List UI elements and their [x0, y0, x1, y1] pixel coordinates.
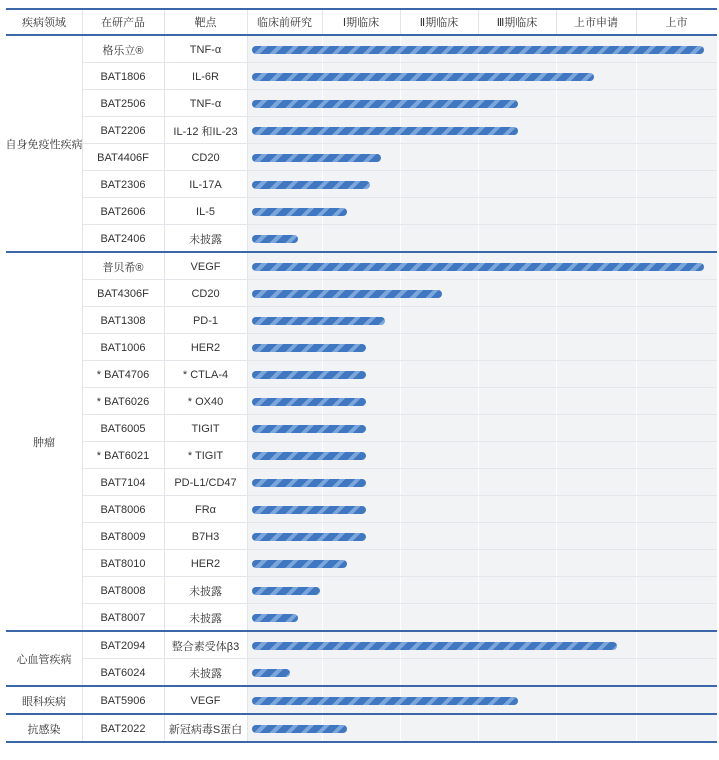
target-name: IL-12 和IL-23	[173, 125, 238, 138]
progress-bar	[252, 127, 518, 135]
table-row	[6, 225, 717, 252]
progress-bar	[252, 425, 366, 433]
product-name: BAT2206	[100, 124, 146, 137]
group-3	[6, 687, 717, 714]
header-phase1: Ⅰ期临床	[342, 17, 380, 29]
header-preclinical: 临床前研究	[257, 17, 312, 29]
table-row	[6, 687, 717, 714]
product-name: 普贝希®	[102, 261, 144, 274]
group-1	[6, 253, 717, 631]
header-disease-area: 疾病领域	[22, 17, 66, 29]
table-row	[6, 523, 717, 550]
product-name: * BAT6026	[96, 395, 150, 408]
progress-bar	[252, 614, 298, 622]
product-name: BAT5906	[100, 694, 146, 707]
table-row	[6, 632, 717, 659]
progress-bar	[252, 398, 366, 406]
progress-bar	[252, 642, 617, 650]
column-divider	[478, 10, 479, 34]
product-name: 格乐立®	[102, 44, 144, 57]
target-name: VEGF	[190, 260, 221, 273]
header-filing: 上市申请	[574, 17, 618, 29]
column-divider	[322, 10, 323, 34]
target-name: IL-6R	[192, 70, 219, 83]
disease-area-label: 眼科疾病	[22, 695, 66, 708]
product-name: BAT8006	[100, 503, 146, 516]
table-row	[6, 90, 717, 117]
table-row	[6, 715, 717, 742]
progress-bar	[252, 560, 347, 568]
target-name: B7H3	[191, 530, 220, 543]
progress-bar	[252, 100, 518, 108]
target-name: 未披露	[189, 585, 222, 598]
disease-area-label: 心血管疾病	[16, 654, 72, 666]
header-launched: 上市	[665, 17, 688, 29]
progress-bar	[252, 290, 442, 298]
table-row	[6, 280, 717, 307]
target-name: 整合素受体β3	[171, 640, 240, 653]
progress-bar	[252, 533, 366, 541]
table-row	[6, 659, 717, 686]
group-divider	[6, 741, 717, 743]
progress-bar	[252, 208, 347, 216]
table-header	[6, 8, 717, 36]
table-row	[6, 361, 717, 388]
target-name: * TIGIT	[187, 449, 224, 462]
target-name: CD20	[191, 151, 220, 164]
product-name: BAT6005	[100, 422, 146, 435]
product-name: BAT1806	[100, 70, 146, 83]
progress-bar	[252, 154, 381, 162]
disease-area-label: 抗感染	[27, 723, 61, 736]
product-name: BAT8009	[100, 530, 146, 543]
progress-bar	[252, 344, 366, 352]
target-name: * OX40	[187, 395, 224, 408]
target-name: IL-17A	[189, 178, 222, 191]
group-2	[6, 632, 717, 686]
product-name: BAT6024	[100, 666, 146, 679]
table-row	[6, 415, 717, 442]
product-name: BAT7104	[100, 476, 146, 489]
target-name: HER2	[190, 557, 221, 570]
target-name: CD20	[191, 287, 220, 300]
target-name: 未披露	[189, 612, 222, 625]
progress-bar	[252, 46, 704, 54]
product-name: BAT2506	[100, 97, 146, 110]
target-name: 新冠病毒S蛋白	[168, 723, 243, 736]
product-name: BAT2606	[100, 205, 146, 218]
target-name: TNF-α	[189, 43, 222, 56]
product-name: BAT4406F	[97, 151, 149, 164]
table-row	[6, 253, 717, 280]
table-row	[6, 36, 717, 63]
progress-bar	[252, 317, 385, 325]
table-row	[6, 334, 717, 361]
table-row	[6, 469, 717, 496]
product-name: BAT4306F	[97, 287, 149, 300]
table-row	[6, 388, 717, 415]
header-target: 靶点	[194, 17, 217, 29]
table-row	[6, 604, 717, 631]
column-divider	[636, 10, 637, 34]
table-row	[6, 442, 717, 469]
product-name: BAT2022	[100, 722, 146, 735]
disease-area-label: 自身免疫性疾病	[5, 139, 83, 151]
table-row	[6, 307, 717, 334]
table-row	[6, 63, 717, 90]
progress-bar	[252, 371, 366, 379]
progress-bar	[252, 452, 366, 460]
table-row	[6, 496, 717, 523]
target-name: TIGIT	[191, 422, 220, 435]
progress-bar	[252, 181, 370, 189]
progress-bar	[252, 669, 290, 677]
product-name: BAT8010	[100, 557, 146, 570]
table-row	[6, 144, 717, 171]
table-row	[6, 198, 717, 225]
column-divider	[164, 10, 165, 34]
target-name: PD-L1/CD47	[174, 476, 237, 489]
progress-bar	[252, 479, 366, 487]
column-divider	[82, 10, 83, 34]
table-row	[6, 171, 717, 198]
target-name: PD-1	[192, 314, 219, 327]
product-name: * BAT4706	[96, 368, 150, 381]
product-name: BAT2406	[100, 232, 146, 245]
header-product: 在研产品	[101, 17, 145, 29]
product-name: BAT2306	[100, 178, 146, 191]
progress-bar	[252, 697, 518, 705]
product-name: BAT2094	[100, 639, 146, 652]
header-phase3: Ⅲ期临床	[496, 17, 538, 29]
target-name: 未披露	[189, 667, 222, 680]
column-divider	[556, 10, 557, 34]
product-name: BAT8008	[100, 584, 146, 597]
product-name: BAT1006	[100, 341, 146, 354]
progress-bar	[252, 506, 366, 514]
progress-bar	[252, 263, 704, 271]
progress-bar	[252, 725, 347, 733]
group-4	[6, 715, 717, 742]
table-row	[6, 550, 717, 577]
column-divider	[247, 10, 248, 34]
progress-bar	[252, 235, 298, 243]
target-name: VEGF	[190, 694, 221, 707]
group-0	[6, 36, 717, 252]
product-name: BAT8007	[100, 611, 146, 624]
disease-area-label: 肿瘤	[33, 437, 55, 449]
header-phase2: Ⅱ期临床	[419, 17, 459, 29]
target-name: 未披露	[189, 233, 222, 246]
table-row	[6, 577, 717, 604]
column-divider	[400, 10, 401, 34]
target-name: TNF-α	[189, 97, 222, 110]
target-name: FRα	[194, 503, 217, 516]
target-name: IL-5	[196, 205, 215, 218]
table-row	[6, 117, 717, 144]
progress-bar	[252, 73, 594, 81]
target-name: * CTLA-4	[182, 368, 229, 381]
product-name: BAT1308	[100, 314, 146, 327]
product-name: * BAT6021	[96, 449, 150, 462]
progress-bar	[252, 587, 320, 595]
target-name: HER2	[190, 341, 221, 354]
